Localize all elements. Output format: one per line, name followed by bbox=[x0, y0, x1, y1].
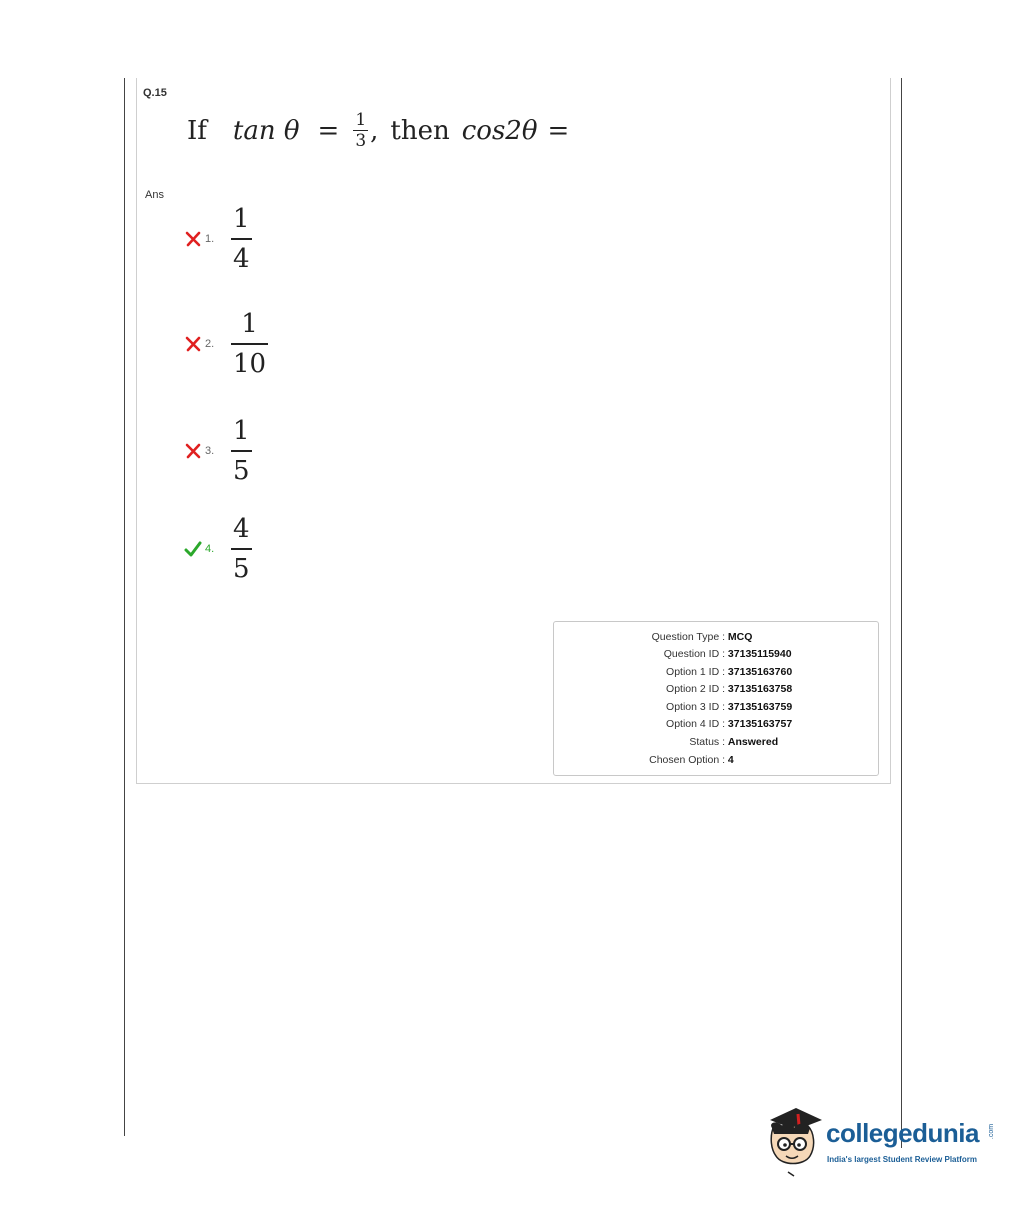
collegedunia-logo bbox=[764, 1104, 999, 1179]
info-label: Option 2 ID : bbox=[666, 683, 725, 695]
question-rhs: cos2θ bbox=[461, 116, 538, 146]
info-option-3-id bbox=[666, 701, 793, 713]
info-label: Option 3 ID : bbox=[666, 701, 725, 713]
question-fraction-denominator: 3 bbox=[355, 131, 367, 151]
logo-com-text: .com bbox=[988, 1123, 996, 1140]
info-value: 37135115940 bbox=[727, 648, 792, 660]
option-numerator: 1 bbox=[233, 204, 250, 234]
info-question-id bbox=[663, 648, 792, 660]
info-status bbox=[689, 736, 779, 748]
option-denominator: 5 bbox=[231, 450, 252, 484]
info-label: Status : bbox=[689, 736, 725, 748]
question-equals: = bbox=[317, 116, 340, 146]
option-fraction bbox=[231, 206, 252, 272]
mascot-logo-icon bbox=[764, 1104, 826, 1179]
info-value: 37135163757 bbox=[727, 718, 793, 730]
option-denominator: 5 bbox=[231, 548, 252, 582]
option-denominator: 4 bbox=[231, 238, 252, 272]
info-value: 37135163758 bbox=[727, 683, 793, 695]
info-label: Chosen Option : bbox=[649, 754, 725, 766]
logo-brand-text: collegedunia bbox=[826, 1118, 979, 1148]
logo-tagline: India's largest Student Review Platform bbox=[827, 1155, 977, 1164]
question-number: Q.15 bbox=[143, 87, 167, 99]
page-margin-line-right bbox=[901, 78, 902, 1148]
info-label: Question Type : bbox=[651, 631, 725, 643]
option-denominator: 10 bbox=[231, 343, 268, 377]
option-4[interactable] bbox=[184, 516, 252, 582]
option-2[interactable] bbox=[184, 311, 268, 377]
correct-check-icon bbox=[184, 540, 202, 558]
info-value: 4 bbox=[727, 754, 734, 766]
option-fraction bbox=[231, 311, 268, 377]
question-info-panel bbox=[553, 621, 879, 776]
wrong-cross-icon bbox=[184, 230, 202, 248]
option-number: 4. bbox=[205, 543, 215, 555]
option-1[interactable] bbox=[184, 206, 252, 272]
info-label: Option 4 ID : bbox=[666, 718, 725, 730]
page-margin-line-left bbox=[124, 78, 125, 1136]
info-option-2-id bbox=[666, 683, 793, 695]
option-fraction bbox=[231, 418, 252, 484]
info-label: Question ID : bbox=[663, 648, 725, 660]
info-value: Answered bbox=[727, 736, 779, 748]
question-then: then bbox=[390, 116, 450, 146]
question-fraction bbox=[353, 112, 368, 150]
question-text bbox=[187, 106, 569, 156]
info-value: 37135163759 bbox=[727, 701, 793, 713]
question-prefix: If bbox=[187, 116, 207, 146]
question-comma: , bbox=[370, 116, 379, 146]
info-option-1-id bbox=[666, 666, 793, 678]
wrong-cross-icon bbox=[184, 442, 202, 460]
wrong-cross-icon bbox=[184, 335, 202, 353]
info-question-type bbox=[651, 631, 753, 643]
option-number: 1. bbox=[205, 233, 215, 245]
option-number: 2. bbox=[205, 338, 215, 350]
option-numerator: 1 bbox=[233, 416, 250, 446]
option-numerator: 1 bbox=[241, 309, 258, 339]
question-equals-2: = bbox=[547, 116, 570, 146]
info-chosen-option bbox=[649, 754, 734, 766]
answer-label: Ans bbox=[145, 189, 164, 201]
info-option-4-id bbox=[666, 718, 793, 730]
info-label: Option 1 ID : bbox=[666, 666, 725, 678]
option-3[interactable] bbox=[184, 418, 252, 484]
option-fraction bbox=[231, 516, 252, 582]
question-fraction-numerator: 1 bbox=[355, 110, 367, 130]
option-numerator: 4 bbox=[233, 514, 250, 544]
question-lhs: tan θ bbox=[232, 116, 300, 146]
info-value: 37135163760 bbox=[727, 666, 793, 678]
info-value: MCQ bbox=[727, 631, 753, 643]
option-number: 3. bbox=[205, 445, 215, 457]
